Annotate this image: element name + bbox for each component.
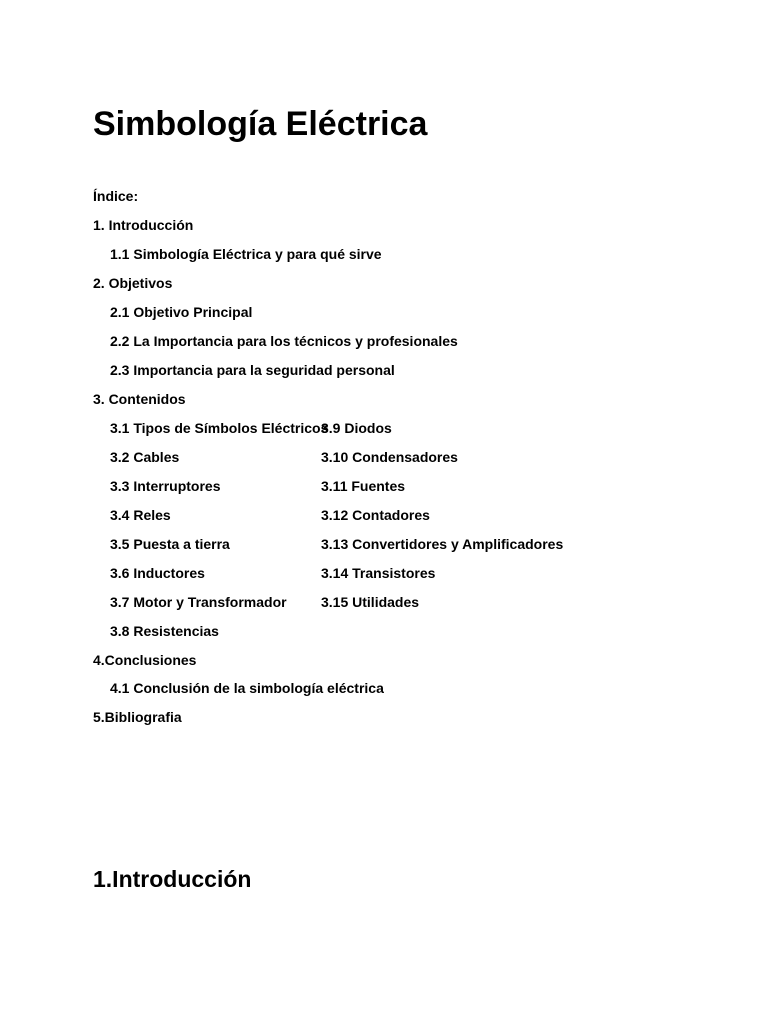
toc-item-2: 2. Objetivos — [93, 275, 173, 291]
toc-item-4-1: 4.1 Conclusión de la simbología eléctrica — [110, 680, 384, 696]
toc-item-3-8: 3.8 Resistencias — [110, 623, 219, 639]
toc-item-3-4: 3.4 Reles — [110, 507, 171, 523]
toc-item-3-7: 3.7 Motor y Transformador — [110, 594, 287, 610]
toc-item-3-15: 3.15 Utilidades — [321, 594, 420, 610]
toc-item-3-9: 3.9 Diodos — [321, 420, 392, 436]
toc-item-3-3: 3.3 Interruptores — [110, 478, 221, 494]
toc-item-3-11: 3.11 Fuentes — [321, 478, 406, 494]
toc-item-1-1: 1.1 Simbología Eléctrica y para qué sirve — [110, 246, 382, 262]
toc-item-3-5: 3.5 Puesta a tierra — [110, 536, 230, 552]
toc-item-3-13: 3.13 Convertidores y Amplificadores — [321, 536, 564, 552]
toc-item-3: 3. Contenidos — [93, 391, 186, 407]
toc-item-2-2: 2.2 La Importancia para los técnicos y profesionales — [110, 333, 458, 349]
toc-item-3-12: 3.12 Contadores — [321, 507, 430, 523]
toc-item-3-2: 3.2 Cables — [110, 449, 180, 465]
toc-item-5: 5.Bibliografia — [93, 709, 182, 725]
toc-item-2-3: 2.3 Importancia para la seguridad personal — [110, 362, 395, 378]
toc-item-3-1: 3.1 Tipos de Símbolos Eléctricos — [110, 420, 329, 436]
toc-item-4: 4.Conclusiones — [93, 652, 197, 668]
index-label: Índice: — [93, 188, 139, 204]
toc-item-3-14: 3.14 Transistores — [321, 565, 436, 581]
toc-item-2-1: 2.1 Objetivo Principal — [110, 304, 253, 320]
toc-item-3-10: 3.10 Condensadores — [321, 449, 458, 465]
section-heading-introduction: 1.Introducción — [93, 866, 252, 892]
toc-item-3-6: 3.6 Inductores — [110, 565, 205, 581]
toc-item-1: 1. Introducción — [93, 217, 194, 233]
document-title: Simbología Eléctrica — [93, 105, 428, 143]
